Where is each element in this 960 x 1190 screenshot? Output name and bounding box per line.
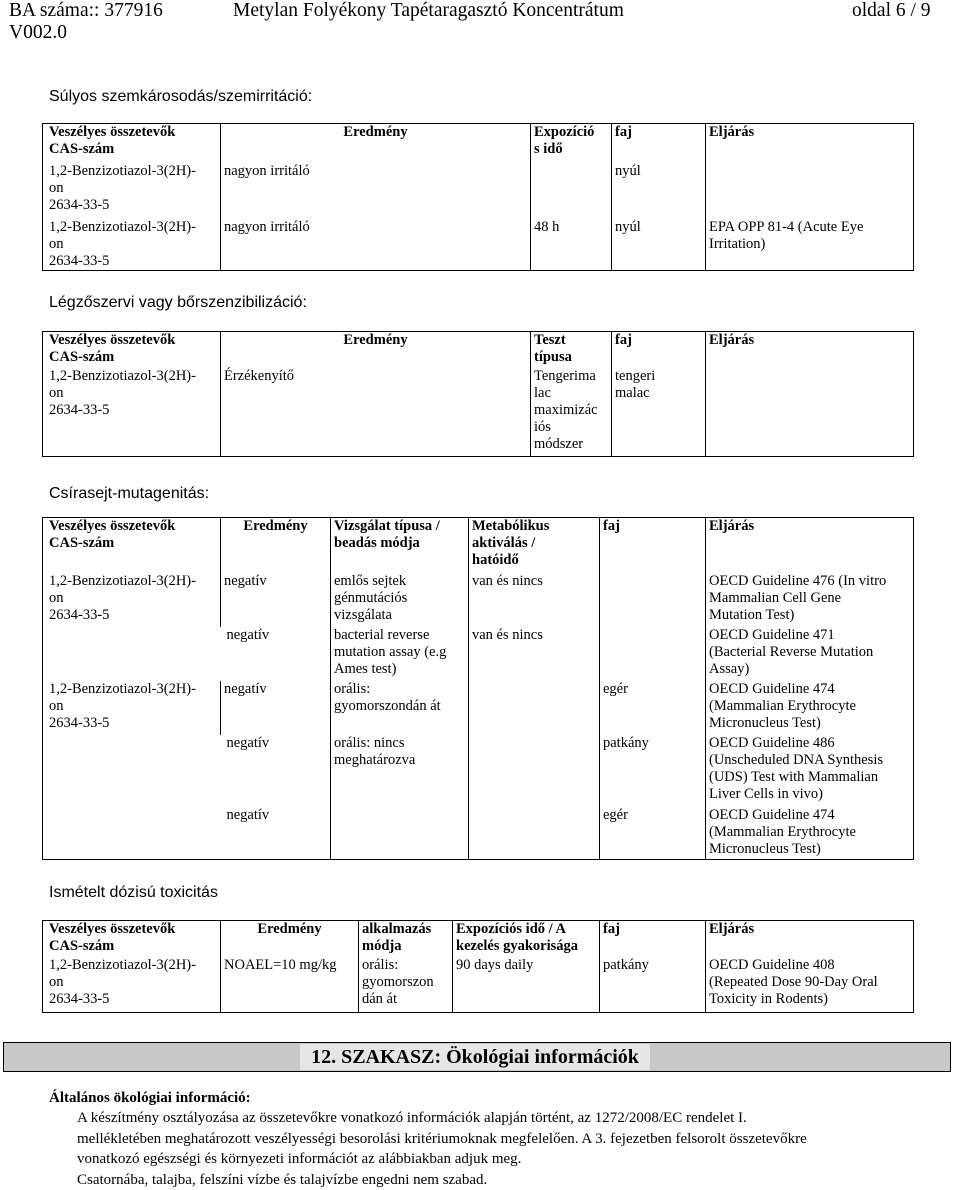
method-cell: OECD Guideline 486 (Unscheduled DNA Synthesis (UDS) Test with Mammalian Liver Cells in vivo) (706, 735, 914, 807)
result-cell: negatív (221, 735, 331, 807)
header-test-type: Vizsgálat típusa / beadás módja (331, 518, 469, 573)
species-cell: nyúl (612, 163, 706, 219)
header-component: Veszélyes összetevők CAS-szám (43, 332, 221, 368)
result-cell: negatív (221, 807, 331, 860)
header-component: Veszélyes összetevők CAS-szám (43, 124, 221, 163)
test-type-cell: Tengerima lac maximizác iós módszer (531, 368, 612, 457)
eye-table (42, 123, 914, 271)
test-type-cell: orális: gyomorszondán át (331, 681, 469, 735)
table-row (43, 368, 914, 457)
header-method: Eljárás (706, 921, 914, 957)
ba-number: BA száma:: 377916 (9, 0, 163, 22)
species-cell: patkány (600, 735, 706, 807)
route-cell: orális: gyomorszon dán át (359, 957, 453, 1013)
exposure-cell (531, 163, 612, 219)
component-cell: 1,2-Benzizotiazol-3(2H)- on 2634-33-5 (43, 573, 221, 681)
header-species: faj (600, 518, 706, 573)
result-cell: nagyon irritáló (221, 219, 531, 271)
repeated-dose-section-title: Ismételt dózisú toxicitás (49, 883, 218, 902)
result-cell: nagyon irritáló (221, 163, 531, 219)
header-component: Veszélyes összetevők CAS-szám (43, 518, 221, 573)
paragraph-line: A készítmény osztályozása az összetevőkre vonatkozó információk alapján történt, az 1272/2008/EC rendelet I. (77, 1108, 937, 1129)
method-cell: EPA OPP 81-4 (Acute Eye Irritation) (706, 219, 914, 271)
result-cell: Érzékenyítő (221, 368, 531, 457)
sensitisation-header-row (43, 332, 914, 368)
result-cell: negatív (221, 573, 331, 627)
method-cell: OECD Guideline 408 (Repeated Dose 90-Day Oral Toxicity in Rodents) (706, 957, 914, 1013)
exposure-cell: 90 days daily (453, 957, 600, 1013)
header-result: Eredmény (221, 921, 359, 957)
result-cell: negatív (221, 627, 331, 681)
header-species: faj (612, 124, 706, 163)
table-row (43, 681, 914, 735)
table-row (43, 219, 914, 271)
metabolic-activation-cell (469, 681, 600, 735)
header-result: Eredmény (221, 124, 531, 163)
product-name: Metylan Folyékony Tapétaragasztó Koncentrátum (233, 0, 624, 22)
method-cell: OECD Guideline 471 (Bacterial Reverse Mutation Assay) (706, 627, 914, 681)
result-cell: negatív (221, 681, 331, 735)
header-test-type: Teszt típusa (531, 332, 612, 368)
metabolic-activation-cell (469, 807, 600, 860)
header-species: faj (600, 921, 706, 957)
paragraph-line: Csatornába, talajba, felszíni vízbe és talajvízbe engedni nem szabad. (77, 1170, 937, 1190)
test-type-cell: bacterial reverse mutation assay (e.g Ames test) (331, 627, 469, 681)
header-method: Eljárás (706, 332, 914, 368)
species-cell: nyúl (612, 219, 706, 271)
header-metabolic-activation: Metabólikus aktiválás / hatóidő (469, 518, 600, 573)
method-cell: OECD Guideline 474 (Mammalian Erythrocyte Micronucleus Test) (706, 681, 914, 735)
header-route: alkalmazás módja (359, 921, 453, 957)
header-method: Eljárás (706, 518, 914, 573)
metabolic-activation-cell (469, 735, 600, 807)
mutagenicity-header-row (43, 518, 914, 573)
sensitisation-table (42, 331, 914, 457)
paragraph-line: vonatkozó egészségi és környezeti információt az alábbiakban adjuk meg. (77, 1149, 937, 1170)
mutagenicity-table (42, 517, 914, 860)
species-cell: patkány (600, 957, 706, 1013)
species-cell: egér (600, 681, 706, 735)
test-type-cell (331, 807, 469, 860)
test-type-cell: emlős sejtek génmutációs vizsgálata (331, 573, 469, 627)
component-cell: 1,2-Benzizotiazol-3(2H)- on 2634-33-5 (43, 163, 221, 219)
method-cell: OECD Guideline 476 (In vitro Mammalian Cell Gene Mutation Test) (706, 573, 914, 627)
eye-section-title: Súlyos szemkárosodás/szemirritáció: (49, 87, 312, 106)
repeated-dose-table (42, 920, 914, 1013)
exposure-cell: 48 h (531, 219, 612, 271)
mutagenicity-section-title: Csírasejt-mutagenitás: (49, 484, 209, 503)
paragraph-line: mellékletében meghatározott veszélyességi besorolási kritériumoknak megfelelően. A 3. fejezetben felsorolt összetevőkre (77, 1129, 937, 1150)
page-number: oldal 6 / 9 (852, 0, 931, 22)
table-row (43, 957, 914, 1013)
header-component: Veszélyes összetevők CAS-szám (43, 921, 221, 957)
header-exposure: Expozíció s idő (531, 124, 612, 163)
method-cell: OECD Guideline 474 (Mammalian Erythrocyte Micronucleus Test) (706, 807, 914, 860)
eye-header-row (43, 124, 914, 163)
method-cell (706, 163, 914, 219)
method-cell (706, 368, 914, 457)
header-species: faj (612, 332, 706, 368)
version: V002.0 (9, 22, 67, 44)
table-row (43, 163, 914, 219)
general-eco-info-text (77, 1108, 937, 1190)
result-cell: NOAEL=10 mg/kg (221, 957, 359, 1013)
metabolic-activation-cell: van és nincs (469, 573, 600, 627)
component-cell: 1,2-Benzizotiazol-3(2H)- on 2634-33-5 (43, 681, 221, 860)
test-type-cell: orális: nincs meghatározva (331, 735, 469, 807)
header-result: Eredmény (221, 332, 531, 368)
component-cell: 1,2-Benzizotiazol-3(2H)- on 2634-33-5 (43, 219, 221, 271)
header-exposure: Expozíciós idő / A kezelés gyakorisága (453, 921, 600, 957)
sensitisation-section-title: Légzőszervi vagy bőrszenzibilizáció: (49, 293, 307, 312)
section-12-title: 12. SZAKASZ: Ökológiai információk (300, 1044, 650, 1070)
species-cell (600, 573, 706, 627)
component-cell: 1,2-Benzizotiazol-3(2H)- on 2634-33-5 (43, 957, 221, 1013)
species-cell: tengeri malac (612, 368, 706, 457)
general-eco-info-title: Általános ökológiai információ: (49, 1088, 251, 1108)
species-cell (600, 627, 706, 681)
header-result: Eredmény (221, 518, 331, 573)
species-cell: egér (600, 807, 706, 860)
component-cell: 1,2-Benzizotiazol-3(2H)- on 2634-33-5 (43, 368, 221, 457)
repeated-dose-header-row (43, 921, 914, 957)
table-row (43, 573, 914, 627)
header-method: Eljárás (706, 124, 914, 163)
metabolic-activation-cell: van és nincs (469, 627, 600, 681)
